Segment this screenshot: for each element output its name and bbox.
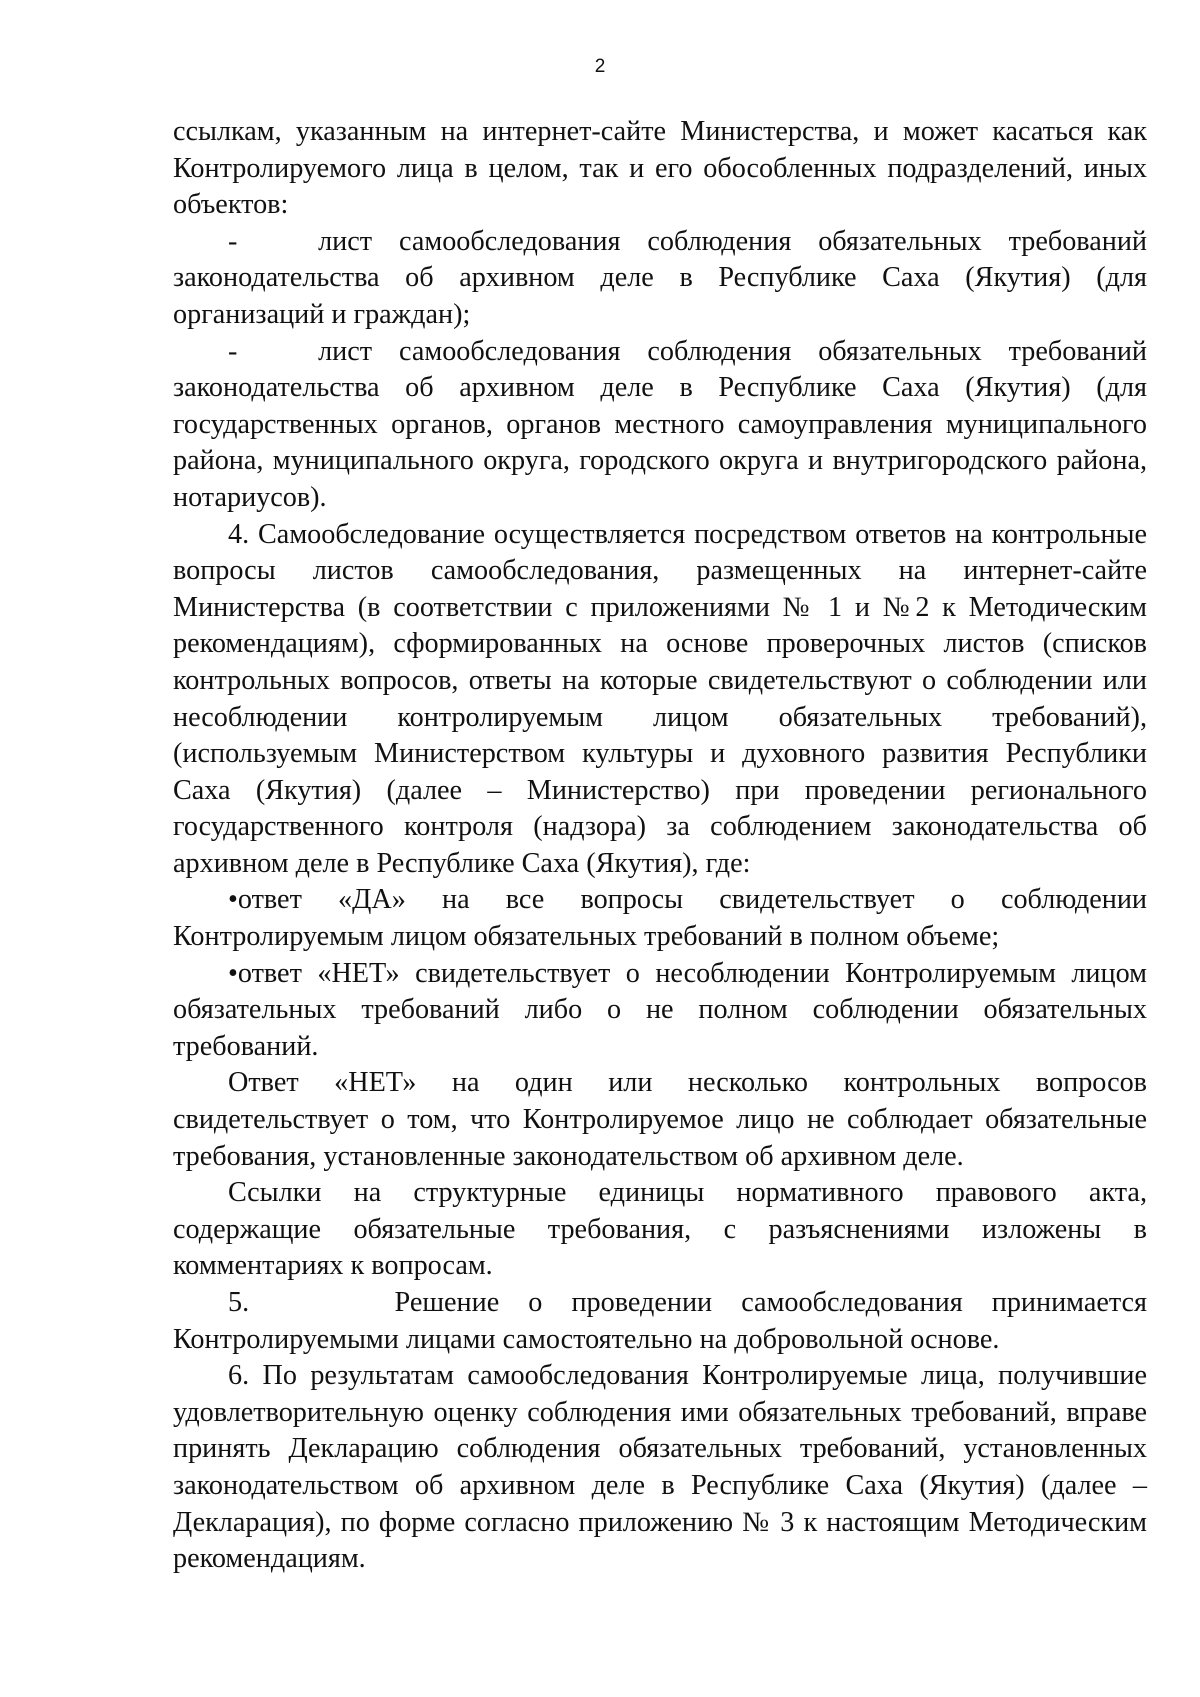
document-body xyxy=(173,114,1147,1578)
paragraph-5-decision: 5. Решение о проведении самообследования принимается Контролируемыми лицами самостоятельно на добровольной основе. xyxy=(173,1287,1147,1355)
bullet-answer-yes: •ответ «ДА» на все вопросы свидетельствует о соблюдении Контролируемым лицом обязательных требований в полном объеме; xyxy=(173,884,1147,953)
page-number: 2 xyxy=(594,56,606,77)
paragraph-4-self-assessment: 4. Самообследование осуществляется посредством ответов на контрольные вопросы листов самообследования, размещенных на интернет-сайте Министерства (в соответствии с приложениями № 1 и №2 к Методическим рекомендациям), сформированных на основе проверочных листов (списков контрольных вопросов, ответы на которые свидетельствуют о соблюдении или несоблюдении контролируемым лицом обязательных требований), (используемым Министерством культуры и духовного развития Республики Саха (Якутия) (далее – Министерство) при проведении регионального государственного контроля (надзора) за соблюдением законодательства об архивном деле в Республике Саха (Якутия), где: xyxy=(173,518,1147,879)
bullet-answer-no: •ответ «НЕТ» свидетельствует о несоблюдении Контролируемым лицом обязательных требований либо о не полном соблюдении обязательных требований. xyxy=(173,957,1147,1062)
paragraph-6-declaration: 6. По результатам самообследования Контролируемые лица, получившие удовлетворительную оценку соблюдения ими обязательных требований, вправе принять Декларацию соблюдения обязательных требований, установленных законодательством об архивном деле в Республике Саха (Якутия) (далее – Декларация), по форме согласно приложению № 3 к настоящим Методическим рекомендациям. xyxy=(173,1360,1147,1575)
list-item-self-assessment-organizations: - лист самообследования соблюдения обязательных требований законодательства об архивном деле в Республике Саха (Якутия) (для организаций и граждан); xyxy=(173,225,1147,330)
list-item-self-assessment-state-bodies: - лист самообследования соблюдения обязательных требований законодательства об архивном деле в Республике Саха (Якутия) (для государственных органов, органов местного самоуправления муниципального района, муниципального округа, городского округа и внутригородского района, нотариусов). xyxy=(173,335,1147,513)
paragraph-continuation: ссылкам, указанным на интернет-сайте Министерства, и может касаться как Контролируемого лица в целом, так и его обособленных подразделений, иных объектов: xyxy=(173,116,1147,221)
paragraph-references: Ссылки на структурные единицы нормативного правового акта, содержащие обязательные требования, с разъяснениями изложены в комментариях к вопросам. xyxy=(173,1177,1147,1282)
paragraph-answer-no-meaning: Ответ «НЕТ» на один или несколько контрольных вопросов свидетельствует о том, что Контролируемое лицо не соблюдает обязательные требования, установленные законодательством об архивном деле. xyxy=(173,1067,1147,1172)
